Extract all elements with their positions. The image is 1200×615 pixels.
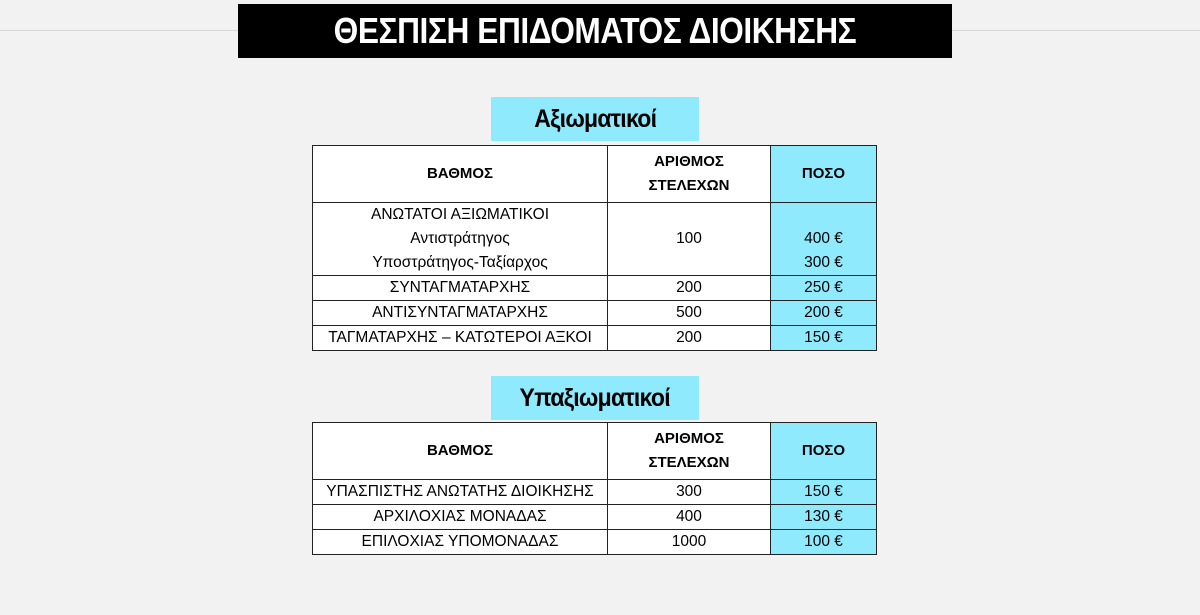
cell-rank — [313, 203, 608, 276]
cell-amount: 130 € — [771, 505, 877, 530]
cell-count — [608, 203, 771, 276]
cell-count: 200 — [608, 276, 771, 301]
table-row — [313, 505, 877, 530]
page-title-text: ΘΕΣΠΙΣΗ ΕΠΙΔΟΜΑΤΟΣ ΔΙΟΙΚΗΣΗΣ — [333, 10, 857, 51]
amount-value: 300 € — [804, 254, 843, 271]
divider-line-left — [0, 30, 238, 31]
amount-value: 400 € — [804, 230, 843, 247]
table-row — [313, 326, 877, 351]
cell-amount — [771, 203, 877, 276]
divider-line-right — [952, 30, 1200, 31]
section-label-nco-text: Υπαξιωματικοί — [519, 383, 671, 412]
section-label-officers-text: Αξιωματικοί — [534, 104, 656, 133]
officers-table — [312, 145, 877, 351]
cell-count: 400 — [608, 505, 771, 530]
header-count-line2: ΣΤΕΛΕΧΩΝ — [648, 177, 730, 194]
rank-line: Υποστράτηγος-Ταξίαρχος — [372, 254, 548, 271]
section-label-officers — [491, 97, 699, 141]
header-count-line1: ΑΡΙΘΜΟΣ — [654, 430, 724, 447]
table-row — [313, 301, 877, 326]
cell-count: 500 — [608, 301, 771, 326]
cell-rank: ΕΠΙΛΟΧΙΑΣ ΥΠΟΜΟΝΑΔΑΣ — [313, 530, 608, 555]
cell-rank: ΑΡΧΙΛΟΧΙΑΣ ΜΟΝΑΔΑΣ — [313, 505, 608, 530]
table-row — [313, 530, 877, 555]
rank-line: Αντιστράτηγος — [410, 230, 510, 247]
rank-line: ΑΝΩΤΑΤΟΙ ΑΞΙΩΜΑΤΙΚΟΙ — [370, 206, 550, 223]
cell-count: 1000 — [608, 530, 771, 555]
cell-amount: 150 € — [771, 326, 877, 351]
cell-count: 200 — [608, 326, 771, 351]
cell-rank: ΤΑΓΜΑΤΑΡΧΗΣ – ΚΑΤΩΤΕΡΟΙ ΑΞΚΟΙ — [313, 326, 608, 351]
header-count-line1: ΑΡΙΘΜΟΣ — [654, 153, 724, 170]
table-header-row — [313, 423, 877, 480]
cell-amount: 100 € — [771, 530, 877, 555]
table-row — [313, 276, 877, 301]
header-count-line2: ΣΤΕΛΕΧΩΝ — [648, 454, 730, 471]
cell-rank: ΑΝΤΙΣΥΝΤΑΓΜΑΤΑΡΧΗΣ — [313, 301, 608, 326]
header-count — [608, 146, 771, 203]
header-count — [608, 423, 771, 480]
cell-count: 300 — [608, 480, 771, 505]
page-title — [238, 4, 952, 58]
section-label-nco — [491, 376, 699, 420]
nco-table — [312, 422, 877, 555]
cell-rank: ΣΥΝΤΑΓΜΑΤΑΡΧΗΣ — [313, 276, 608, 301]
header-rank: ΒΑΘΜΟΣ — [313, 423, 608, 480]
count-value: 100 — [676, 230, 702, 247]
table-row — [313, 480, 877, 505]
cell-amount: 250 € — [771, 276, 877, 301]
cell-amount: 200 € — [771, 301, 877, 326]
cell-rank: ΥΠΑΣΠΙΣΤΗΣ ΑΝΩΤΑΤΗΣ ΔΙΟΙΚΗΣΗΣ — [313, 480, 608, 505]
header-amount: ΠΟΣΟ — [771, 146, 877, 203]
cell-amount: 150 € — [771, 480, 877, 505]
table-header-row — [313, 146, 877, 203]
header-rank: ΒΑΘΜΟΣ — [313, 146, 608, 203]
header-amount: ΠΟΣΟ — [771, 423, 877, 480]
table-row-senior-officers — [313, 203, 877, 276]
